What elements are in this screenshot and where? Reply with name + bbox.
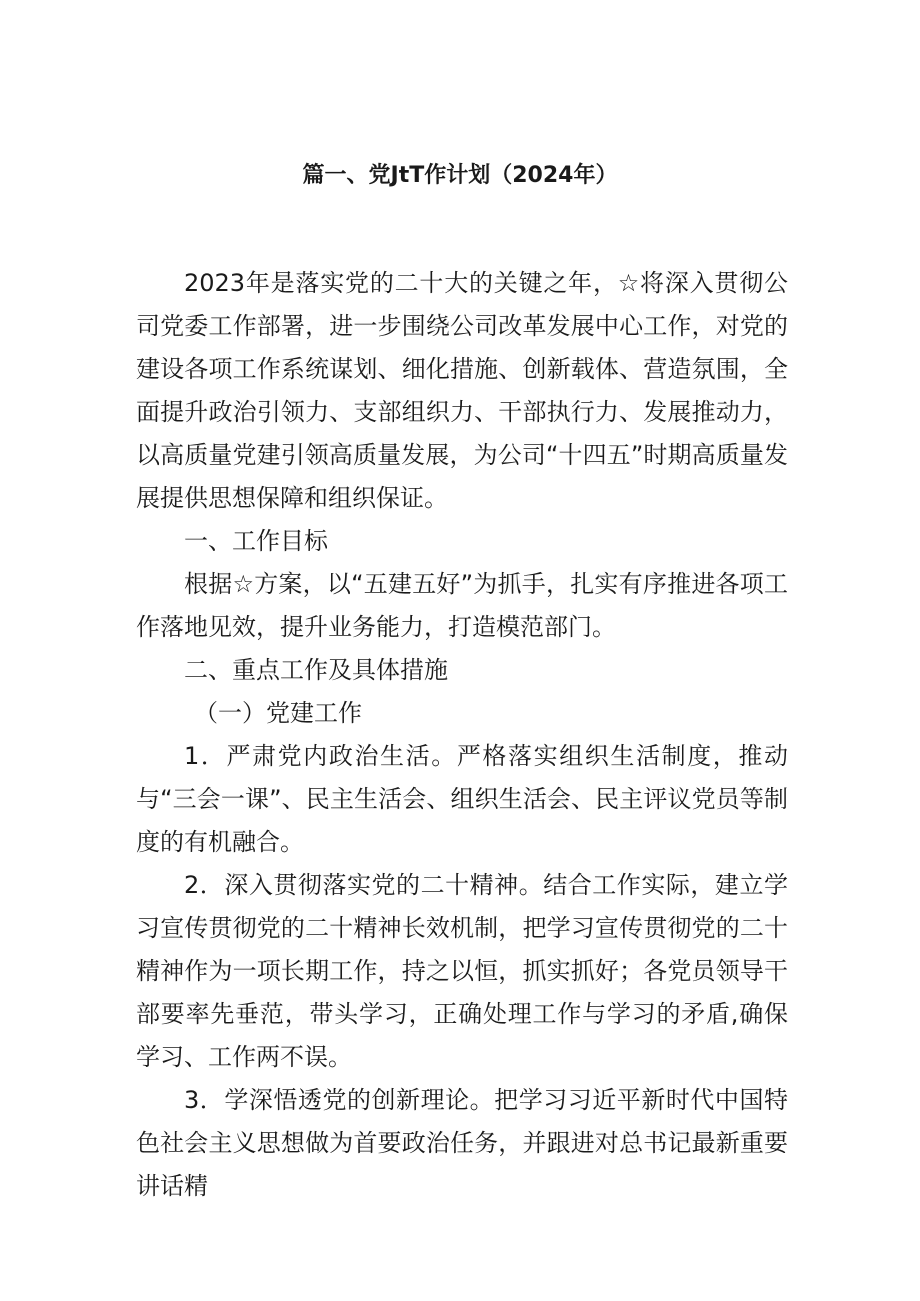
- list-item: 1．严肃党内政治生活。严格落实组织生活制度，推动与“三会一课”、民主生活会、组织生活会、民主评议党员等制度的有机融合。: [136, 742, 788, 856]
- document-body: [136, 262, 788, 1208]
- list-item: 3．学深悟透党的创新理论。把学习习近平新时代中国特色社会主义思想做为首要政治任务，并跟进对总书记最新重要讲话精: [136, 1086, 788, 1200]
- goal-paragraph: 根据☆方案，以“五建五好”为抓手，扎实有序推进各项工作落地见效，提升业务能力，打造模范部门。: [136, 570, 788, 641]
- section-heading-1: 一、工作目标: [184, 527, 328, 555]
- section-heading-2: 二、重点工作及具体措施: [184, 656, 448, 684]
- list-item: 2．深入贯彻落实党的二十精神。结合工作实际，建立学习宣传贯彻党的二十精神长效机制，把学习宣传贯彻党的二十精神作为一项长期工作，持之以恒，抓实抓好；各党员领导干部要率先垂范，带头学习，正确处理工作与学习的矛盾,确保学习、工作两不误。: [136, 871, 788, 1071]
- subsection-heading-1: （一）党建工作: [194, 699, 362, 727]
- document-title: 篇一、党JtT作计划（2024年）: [302, 163, 618, 188]
- intro-paragraph: 2023年是落实党的二十大的关键之年，☆将深入贯彻公司党委工作部署，进一步围绕公司改革发展中心工作，对党的建设各项工作系统谋划、细化措施、创新载体、营造氛围，全面提升政治引领力、支部组织力、干部执行力、发展推动力，以高质量党建引领高质量发展，为公司“十四五”时期高质量发展提供思想保障和组织保证。: [136, 269, 788, 512]
